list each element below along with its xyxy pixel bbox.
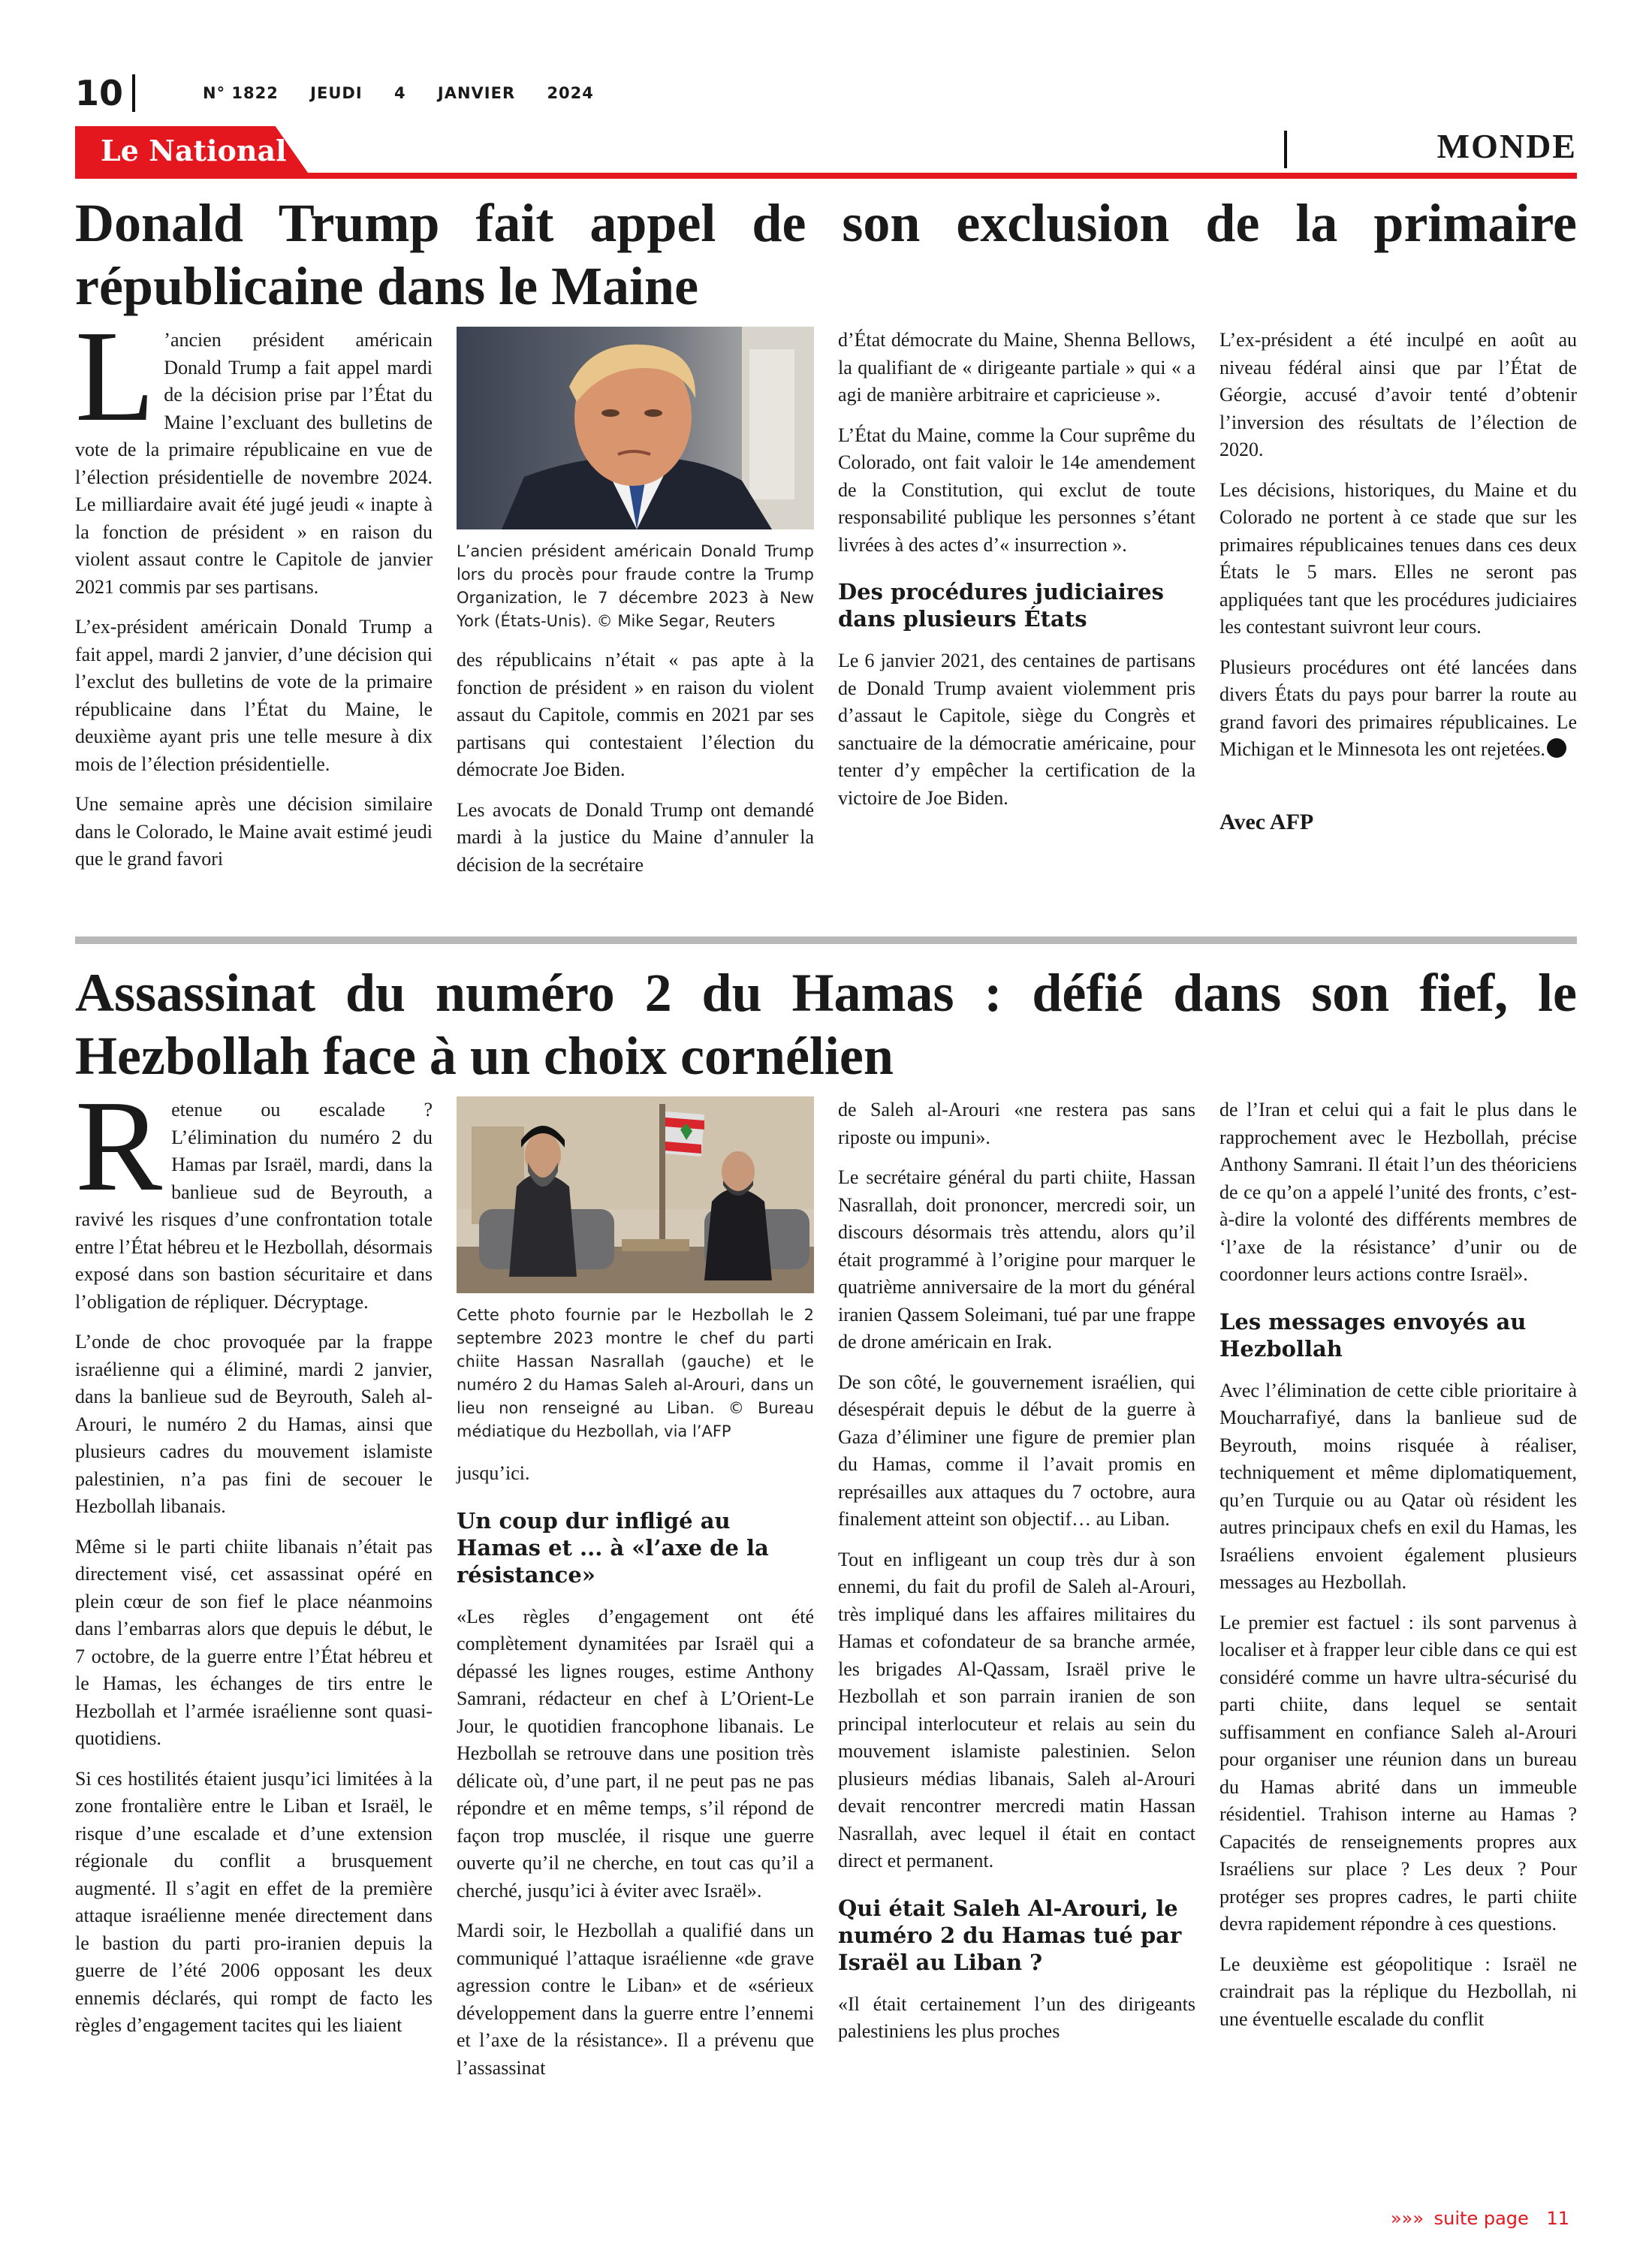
article2-paragraph: Le secrétaire général du parti chiite, Hassan Nasrallah, doit prononcer, mercredi soir, un discours désormais très attendu, alors qu’il était programmé à l’origine pour marquer le quatrième anniversaire de la mort du général iranien Qassem Soleimani, tué par une frappe de drone américain en Irak. [838,1166,1195,1353]
page-header [75,74,620,113]
end-mark-icon [1547,738,1566,758]
hezbollah-photo-image [457,1096,814,1293]
article2-body [75,1073,1577,2095]
article2-paragraph: de l’Iran et celui qui a fait le plus dans le rapprochement avec le Hezbollah, précise Anthony Samrani. Il était l’un des théoriciens de ce qu’on a appelé l’unité des fronts, c’est-à-dire la volonté des différents membres de ‘l’axe de la résistance’ d’unir ou de coordonner leurs actions contre Israël». [1219,1099,1577,1285]
section-divider [1284,131,1287,168]
hezbollah-photo-caption: Cette photo fournie par le Hezbollah le 2 septembre 2023 montre le chef du parti chiite Hassan Nasrallah (gauche) et le numéro 2 du Hamas Saleh al-Arouri, dans un lieu non renseigné au Liban. © Bureau médiatique du Hezbollah, via l’AFP [457,1306,814,1440]
trump-photo-caption: L’ancien président américain Donald Trump lors du procès pour fraude contre la Trump Organization, le 7 décembre 2023 à New York (États-Unis). © Mike Segar, Reuters [457,542,814,630]
article1-body [75,303,1577,891]
issue-number: N° 1822 [203,84,279,102]
article1-paragraph: d’État démocrate du Maine, Shenna Bellows, la qualifiant de « dirigeante partiale » qui « a agi de manière arbitraire et capricieuse ». [838,329,1195,406]
article2-paragraph: «Il était certainement l’un des dirigeants palestiniens les plus proches [838,1992,1195,2042]
article2-paragraph: Tout en infligeant un coup très dur à son ennemi, du fait du profil de Saleh al-Arouri, très impliqué dans les affaires militaires du Hamas et cofondateur de sa branche armée, les brigades Al-Qassam, Israël prive le Hezbollah et son parrain iranien de son principal interlocuteur et relais au sein du mouvement islamiste palestinien. Selon plusieurs médias libanais, Saleh al-Arouri devait rencontrer mercredi matin Hassan Nasrallah, avec lequel il était en contact direct et permanent. [838,1548,1195,1871]
article1-headline: Donald Trump fait appel de son exclusion de la primaire républicaine dans le Maine [75,193,1577,316]
article1-paragraph: Plusieurs procédures ont été lancées dans divers États du pays pour barrer la route au grand favori des primaires républicaines. Le Michigan et le Minnesota les ont rejetées. [1219,656,1577,760]
article2-subhead: Qui était Saleh Al-Arouri, le numéro 2 du Hamas tué par Israël au Liban ? [838,1895,1182,1975]
article1-paragraph: L’État du Maine, comme la Cour suprême du Colorado, ont fait valoir le 14e amendement de la Constitution, qui exclut de toute responsabilité publique les personnes s’étant livrées à des actes d’« insurrection ». [838,424,1195,556]
article1-col2 [457,327,814,891]
article1-paragraph: Les décisions, historiques, du Maine et du Colorado ne portent à ce stade que sur les primaires républicaines tenues dans ces deux États le 5 mars. Elles ne seront pas appliquées tant que les procédures judiciaires les contestant suivront leur cours. [1219,478,1577,638]
article2-paragraph: Si ces hostilités étaient jusqu’ici limitées à la zone frontalière entre le Liban et Israël, le risque d’une escalade et d’une extension régionale du conflit a brusquement augmenté. Il s’agit en effet de la première attaque israélienne menée directement dans le bastion du parti pro-iranien depuis la guerre de l’été 2006 opposant les deux ennemis déclarés, qui rompt de facto les règles d’engagement tacites qui les liaient [75,1767,433,2036]
article1-paragraph: L ’ancien président américain Donald Trump a fait appel mardi de la décision prise par l’État du Maine l’excluant des bulletins de vote de la primaire républicaine en vue de l’élection présidentielle de novembre 2024. Le milliardaire avait été jugé jeudi « inapte à la fonction de président » en raison du violent assaut contre le Capitole de janvier 2021 commis par ses partisans. [75,303,433,598]
article2-paragraph: Même si le parti chiite libanais n’était pas directement visé, cet assassinat opéré en plein cœur de son fief le place néanmoins dans l’embarras alors que depuis le début, le 7 octobre, de la guerre entre l’État hébreu et le Hamas, les échanges de tirs entre le Hezbollah et l’armée israélienne sont quasi-quotidiens. [75,1535,433,1749]
dropcap: L [75,303,155,448]
issue-weekday: JEUDI [310,84,363,102]
continued-link[interactable] [1391,2208,1569,2229]
article1-paragraph: L’ex-président a été inculpé en août au niveau fédéral ainsi que par l’État de Géorgie, accusé d’avoir tenté d’obtenir l’inversion des résultats de l’élection de 2020. [1219,329,1577,460]
article2-paragraph: Le deuxième est géopolitique : Israël ne craindrait pas la réplique du Hezbollah, ni une éventuelle escalade du conflit [1219,1953,1577,2030]
article2-paragraph: Avec l’élimination de cette cible prioritaire à Moucharrafiyé, dans la banlieue sud de Beyrouth, moins risquée à réaliser, techniquement et même diplomatiquement, qu’en Turquie ou au Qatar où résident les autres principaux chefs en exil du Hamas, les Israéliens envoient également plusieurs messages au Hezbollah. [1219,1379,1577,1593]
article1-paragraph: Le 6 janvier 2021, des centaines de partisans de Donald Trump avaient violemment pris d’assaut le Capitole, siège du Congrès et sanctuaire de la démocratie américaine, pour tenter d’y empêcher la certification de la victoire de Joe Biden. [838,650,1195,809]
article1-source: Avec AFP [1219,809,1314,834]
article2-col2 [457,1096,814,2095]
red-rule [75,173,1577,179]
issue-year: 2024 [547,84,594,102]
article2-paragraph: De son côté, le gouvernement israélien, qui désespérait depuis le début de la guerre à Gaza d’éliminer une figure de premier plan du Hamas, comme il l’avait promis en représailles aux attaques du 7 octobre, aura finalement atteint son objectif… au Liban. [838,1371,1195,1530]
issue-month: JANVIER [437,84,516,102]
article2-col3 [838,1096,1195,2095]
article1-col4 [1219,327,1577,891]
article1-subhead: Des procédures judiciaires dans plusieurs États [838,579,1164,632]
brand-name: Le National [101,134,287,167]
article2-subhead: Les messages envoyés au Hezbollah [1219,1308,1527,1362]
continued-text: suite page [1433,2208,1529,2229]
article2-col4 [1219,1096,1577,2095]
article2-paragraph: «Les règles d’engagement ont été complètement dynamitées par Israël qui a dépassé les lignes rouges, estime Anthony Samrani, rédacteur en chef à L’Orient-Le Jour, le quotidien francophone libanais. Le Hezbollah se retrouve dans une position très délicate où, d’une part, il ne peut pas ne pas répondre et en même temps, s’il répond de façon trop musclée, il risque une guerre ouverte qu’il ne cherche, en tout cas qu’il a cherché, jusqu’ici à éviter avec Israël». [457,1605,814,1902]
dropcap: R [75,1073,163,1218]
continued-page: 11 [1546,2208,1569,2229]
article2-paragraph: jusqu’ici. [457,1462,530,1484]
hezbollah-photo [457,1096,814,1293]
article-divider [75,936,1577,944]
continued-arrows: »»» [1390,2208,1424,2229]
article2-paragraph: L’onde de choc provoquée par la frappe israélienne qui a éliminé, mardi 2 janvier, dans la banlieue sud de Beyrouth, Saleh al-Arouri, le numéro 2 du Hamas, ainsi que plusieurs cadres du mouvement islamiste palestinien, n’a pas fini de secouer le Hezbollah libanais. [75,1331,433,1517]
article1-col1 [75,303,433,891]
article2-subhead: Un coup dur infligé au Hamas et ... à «l’axe de la résistance» [457,1507,769,1588]
article1-paragraph: L’ex-président américain Donald Trump a fait appel, mardi 2 janvier, d’une décision qui l’exclut des bulletins de vote de la primaire républicaine dans l’État du Maine, le deuxième ayant pris une telle mesure à dix mois de l’élection présidentielle. [75,616,433,775]
trump-photo [457,327,814,529]
page-number: 10 [75,73,124,113]
article2-col1 [75,1073,433,2095]
issue-info [203,84,620,102]
section-name: MONDE [1436,127,1577,165]
article2-headline: Assassinat du numéro 2 du Hamas : défié dans son fief, le Hezbollah face à un choix cornélien [75,963,1577,1086]
header-divider [132,74,135,112]
issue-day: 4 [393,84,406,102]
article1-paragraph: des républicains n’était « pas apte à la fonction de président » en raison du violent assaut du Capitole, commis en 2021 par ses partisans qui contestaient l’élection du démocrate Joe Biden. [457,649,814,780]
section-banner [75,126,1577,179]
article2-paragraph: Mardi soir, le Hezbollah a qualifié dans un communiqué l’attaque israélienne «de grave agression contre le Liban» et de «sérieux développement dans la guerre entre l’ennemi et l’axe de la résistance». Il a prévenu que l’assassinat [457,1920,814,2079]
article2-paragraph: de Saleh al-Arouri «ne restera pas sans riposte ou impuni». [838,1099,1195,1148]
trump-photo-image [457,327,814,529]
article2-paragraph: Retenue ou escalade ? L’élimination du numéro 2 du Hamas par Israël, mardi, dans la banlieue sud de Beyrouth, a ravivé les risques d’une confrontation totale entre l’État hébreu et le Hezbollah, désormais exposé dans son bastion sécuritaire et dans l’obligation de répliquer. Décryptage. [75,1073,433,1313]
article1-col3 [838,327,1195,891]
article2-paragraph: Le premier est factuel : ils sont parvenus à localiser et à frapper leur cible dans ce qui est considéré comme un havre ultra-sécurisé du parti chiite, dans lequel se sentait suffisamment en confiance Saleh al-Arouri pour organiser une réunion dans un bureau du Hamas abrité dans un immeuble résidentiel. Trahison interne au Hamas ? Capacités de renseignements propres aux Israéliens sur place ? Les deux ? Pour protéger ses propres cadres, le parti chiite devra rapidement répondre à ces questions. [1219,1611,1577,1935]
article1-paragraph: Les avocats de Donald Trump ont demandé mardi à la justice du Maine d’annuler la décision de la secrétaire [457,798,814,876]
article1-paragraph: Une semaine après une décision similaire dans le Colorado, le Maine avait estimé jeudi que le grand favori [75,793,433,870]
